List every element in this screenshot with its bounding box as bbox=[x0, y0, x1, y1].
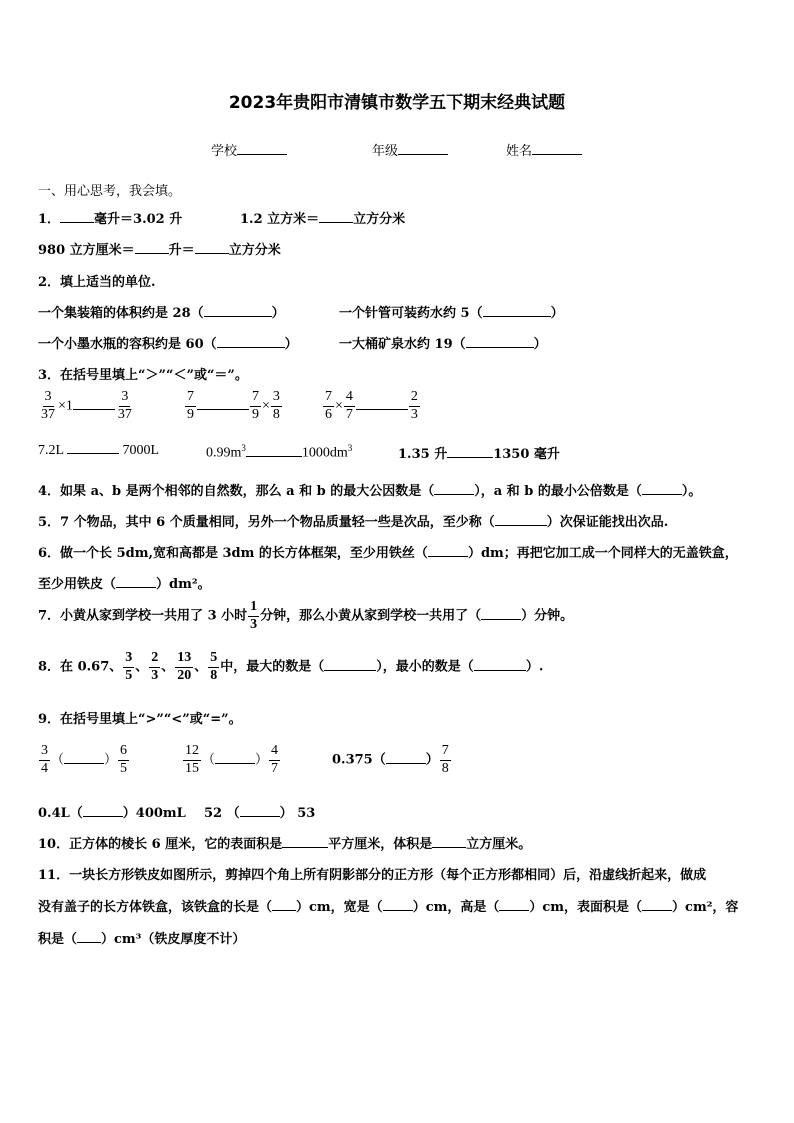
school-label: 学校 bbox=[211, 144, 238, 159]
q3-left-value: 1.35 升 bbox=[398, 447, 448, 462]
fraction bbox=[344, 390, 355, 422]
close-paren: ） bbox=[255, 752, 269, 768]
fraction bbox=[39, 390, 57, 422]
name-field bbox=[506, 140, 582, 159]
name-label: 姓名 bbox=[506, 144, 533, 159]
numerator: 4 bbox=[344, 390, 355, 407]
question-9: 9．在括号里填上“>”“<”或“=”。 bbox=[38, 712, 242, 727]
q2-item-b bbox=[339, 302, 564, 321]
decimal-value: 0.375 bbox=[332, 752, 373, 768]
one: 1 bbox=[65, 398, 73, 414]
q10-text-b: 平方厘米，体积是 bbox=[328, 837, 433, 852]
q5-text-b: ）次保证能找出次品. bbox=[546, 515, 669, 530]
q3-blank-1[interactable] bbox=[73, 409, 115, 410]
q9-left-value: 0.4L bbox=[38, 806, 70, 821]
fraction bbox=[116, 390, 134, 422]
numerator: 3 bbox=[271, 390, 282, 407]
numerator: 3 bbox=[43, 390, 54, 407]
q2-blank-c[interactable] bbox=[217, 347, 285, 348]
q9-row2-a bbox=[38, 802, 186, 821]
numerator: 13 bbox=[175, 651, 193, 668]
q11-text-d: ）cm，表面积是（ bbox=[529, 900, 643, 915]
q6-text-a: 6．做一个长 5dm,宽和高都是 3dm 的长方体框架，至少用铁丝（ bbox=[38, 546, 428, 561]
q1-text-c: 980 立方厘米＝ bbox=[38, 243, 135, 258]
denominator: 3 bbox=[250, 616, 258, 632]
q9-left-value: 52 bbox=[204, 806, 223, 821]
q4-blank-a[interactable] bbox=[434, 494, 474, 495]
q2-b-close: ） bbox=[550, 306, 564, 321]
q8-text-d: ）. bbox=[525, 659, 544, 675]
numerator: 2 bbox=[409, 390, 420, 407]
q11-text-e: ）cm²，容 bbox=[672, 900, 739, 915]
q7-blank[interactable] bbox=[481, 619, 521, 620]
q4-text-a: 4．如果 a、b 是两个相邻的自然数，那么 a 和 b 的最大公因数是（ bbox=[38, 484, 435, 499]
name-blank[interactable] bbox=[532, 154, 582, 155]
fraction bbox=[208, 651, 219, 683]
q11-text-f: 积是（ bbox=[38, 932, 78, 947]
denominator: 3 bbox=[151, 667, 159, 683]
q4-blank-b[interactable] bbox=[642, 494, 682, 495]
q2-item-d bbox=[339, 333, 547, 352]
q2-b-text: 一个针管可装药水约 5（ bbox=[339, 306, 483, 321]
numerator: 12 bbox=[183, 744, 201, 761]
fraction bbox=[440, 744, 451, 776]
q9-blank-c[interactable] bbox=[386, 763, 426, 764]
open-paren: （ bbox=[226, 806, 240, 821]
q8-blank-a[interactable] bbox=[324, 670, 376, 671]
q3-row2-b bbox=[206, 443, 352, 462]
grade-label: 年级 bbox=[372, 144, 399, 159]
numerator: 4 bbox=[269, 744, 280, 761]
q11-text-c: ）cm，高是（ bbox=[412, 900, 500, 915]
q3-blank-3[interactable] bbox=[356, 409, 408, 410]
question-7 bbox=[38, 600, 573, 632]
q6-text-b: ）dm；再把它加工成一个同样大的无盖铁盒， bbox=[467, 546, 738, 561]
q2-a-text: 一个集装箱的体积约是 28（ bbox=[38, 306, 204, 321]
q1-number: 1． bbox=[38, 212, 61, 227]
q8-text-b: 中，最大的数是（ bbox=[220, 659, 325, 675]
fraction bbox=[271, 390, 282, 422]
denominator: 8 bbox=[441, 760, 449, 776]
numerator: 7 bbox=[185, 390, 196, 407]
q1-text-b-tail: 立方分米 bbox=[353, 212, 406, 227]
q11-text-b: ）cm，宽是（ bbox=[296, 900, 383, 915]
fraction bbox=[409, 390, 420, 422]
q2-d-text: 一大桶矿泉水约 19（ bbox=[339, 337, 466, 352]
q10-blank-b[interactable] bbox=[432, 847, 466, 848]
q3-row1-b bbox=[184, 390, 283, 422]
question-10 bbox=[38, 833, 531, 852]
q3-right-value: 1350 毫升 bbox=[493, 447, 560, 462]
denominator: 4 bbox=[41, 760, 48, 776]
q2-d-close: ） bbox=[533, 337, 547, 352]
fraction bbox=[183, 744, 201, 776]
numerator: 7 bbox=[440, 744, 451, 761]
q10-blank-a[interactable] bbox=[282, 847, 328, 848]
q3-blank-6[interactable] bbox=[447, 457, 493, 458]
header-fields bbox=[211, 140, 287, 159]
times-sign: × bbox=[335, 398, 343, 414]
q5-blank[interactable] bbox=[495, 525, 547, 526]
q2-blank-d[interactable] bbox=[466, 347, 534, 348]
q3-left-value: 0.99m bbox=[206, 445, 242, 461]
q3-blank-5[interactable] bbox=[246, 456, 302, 457]
times-sign: × bbox=[262, 398, 270, 414]
q11-blank-d[interactable] bbox=[642, 910, 672, 911]
page-title: 2023年贵阳市清镇市数学五下期末经典试题 bbox=[228, 93, 566, 113]
q3-right-value: 7000L bbox=[122, 443, 160, 458]
q1-text-c-tail: 立方分米 bbox=[228, 243, 281, 258]
denominator: 8 bbox=[272, 406, 280, 422]
fraction bbox=[185, 390, 196, 422]
q7-text-b: 分钟，那么小黄从家到学校一共用了（ bbox=[260, 608, 482, 624]
q7-text-c: ）分钟。 bbox=[521, 608, 574, 624]
q1-text-a: 毫升＝3.02 升 bbox=[94, 212, 183, 227]
question-1 bbox=[38, 208, 182, 227]
denominator: 37 bbox=[117, 406, 132, 422]
section-heading: 一、用心思考，我会填。 bbox=[38, 184, 182, 199]
fraction bbox=[323, 390, 334, 422]
denominator: 5 bbox=[125, 667, 133, 683]
q2-item-c bbox=[38, 333, 298, 352]
fraction bbox=[118, 744, 129, 776]
fraction bbox=[39, 744, 50, 776]
question-4 bbox=[38, 480, 701, 499]
q6-blank-b[interactable] bbox=[116, 587, 156, 588]
numerator: 7 bbox=[323, 390, 334, 407]
q9-right-value: ）400mL bbox=[122, 806, 186, 821]
q2-c-text: 一个小墨水瓶的容积约是 60（ bbox=[38, 337, 217, 352]
fraction bbox=[269, 744, 280, 776]
q8-text-c: ），最小的数是（ bbox=[376, 659, 474, 675]
open-paren: （ bbox=[69, 806, 83, 821]
q11-text-a: 没有盖子的长方体铁盒，该铁盒的长是（ bbox=[38, 900, 273, 915]
grade-blank[interactable] bbox=[398, 154, 448, 155]
q3-right-value: 1000dm bbox=[301, 445, 348, 461]
q2-a-close: ） bbox=[271, 306, 285, 321]
q9-blank-e[interactable] bbox=[240, 816, 280, 817]
q4-text-c: ）。 bbox=[681, 484, 702, 499]
close-paren: ） bbox=[279, 806, 293, 821]
q9-blank-b[interactable] bbox=[215, 763, 255, 764]
numerator: 3 bbox=[119, 390, 130, 407]
question-1b bbox=[240, 208, 405, 227]
q1-text-b: 1.2 立方米＝ bbox=[240, 212, 320, 227]
denominator: 8 bbox=[210, 667, 218, 683]
numerator: 5 bbox=[208, 651, 219, 668]
question-11b bbox=[38, 896, 738, 915]
q1-text-c-mid: 升＝ bbox=[168, 243, 195, 258]
question-6b bbox=[38, 573, 211, 592]
q11-blank-c[interactable] bbox=[499, 910, 529, 911]
question-11c bbox=[38, 928, 245, 947]
q3-blank-2[interactable] bbox=[197, 409, 249, 410]
question-11: 11．一块长方形铁皮如图所示，剪掉四个角上所有阴影部分的正方形（每个正方形都相同）后，沿虚线折起来，做成 bbox=[38, 868, 707, 883]
q8-blank-b[interactable] bbox=[474, 670, 526, 671]
denominator: 6 bbox=[325, 406, 332, 422]
numerator: 2 bbox=[149, 651, 160, 668]
q9-item-c bbox=[332, 744, 452, 776]
q3-blank-4[interactable] bbox=[67, 453, 119, 454]
q2-blank-b[interactable] bbox=[483, 316, 551, 317]
fraction bbox=[123, 651, 134, 683]
question-1c bbox=[38, 239, 281, 258]
q3-row1-c bbox=[322, 390, 421, 422]
denominator: 3 bbox=[410, 406, 418, 422]
open-paren: （ bbox=[51, 752, 65, 768]
q1-blank-a[interactable] bbox=[60, 222, 94, 223]
question-8 bbox=[38, 651, 543, 683]
q9-row2-b bbox=[204, 802, 315, 821]
q11-blank-a[interactable] bbox=[272, 910, 296, 911]
q3-row2-a bbox=[38, 443, 159, 459]
q9-item-a bbox=[38, 744, 130, 776]
q6-blank-a[interactable] bbox=[428, 556, 468, 557]
q10-text-a: 10．正方体的棱长 6 厘米，它的表面积是 bbox=[38, 837, 283, 852]
q5-text-a: 5．7 个物品，其中 6 个质量相同，另外一个物品质量轻一些是次品，至少称（ bbox=[38, 515, 495, 530]
q8-text-a: 8．在 0.67、 bbox=[38, 659, 123, 675]
school-blank[interactable] bbox=[237, 154, 287, 155]
close-paren: ） bbox=[104, 752, 118, 768]
denominator: 15 bbox=[185, 760, 199, 776]
q9-blank-a[interactable] bbox=[64, 763, 104, 764]
fraction bbox=[175, 651, 193, 683]
open-paren: （ bbox=[202, 752, 216, 768]
question-3: 3．在括号里填上“＞”“＜”或“＝”。 bbox=[38, 368, 248, 383]
numerator: 6 bbox=[118, 744, 129, 761]
q6-text-c: 至少用铁皮（ bbox=[38, 577, 117, 592]
numerator: 3 bbox=[123, 651, 134, 668]
denominator: 20 bbox=[177, 667, 192, 683]
denominator: 37 bbox=[41, 406, 55, 422]
close-paren: ） bbox=[425, 752, 439, 768]
q2-c-close: ） bbox=[284, 337, 298, 352]
denominator: 9 bbox=[252, 406, 259, 422]
separator: 、 bbox=[135, 659, 149, 675]
q9-right-value: 53 bbox=[297, 806, 316, 821]
q6-text-d: ）dm²。 bbox=[156, 577, 211, 592]
separator: 、 bbox=[161, 659, 175, 675]
q11-blank-e[interactable] bbox=[77, 942, 101, 943]
q3-left-value: 7.2L bbox=[38, 443, 64, 458]
q3-row1-a bbox=[38, 390, 135, 422]
q1-blank-d[interactable] bbox=[195, 253, 229, 254]
times-sign: × bbox=[58, 398, 66, 414]
q1-blank-b[interactable] bbox=[319, 222, 353, 223]
fraction bbox=[149, 651, 160, 683]
denominator: 7 bbox=[271, 760, 279, 776]
numerator: 1 bbox=[248, 600, 259, 617]
fraction bbox=[250, 390, 261, 422]
q1-blank-c[interactable] bbox=[135, 253, 169, 254]
grade-field bbox=[372, 140, 448, 159]
denominator: 7 bbox=[345, 406, 353, 422]
q2-blank-a[interactable] bbox=[204, 316, 272, 317]
q11-blank-b[interactable] bbox=[383, 910, 413, 911]
q3-row2-c bbox=[398, 443, 560, 462]
fraction bbox=[248, 600, 259, 632]
numerator: 3 bbox=[39, 744, 50, 761]
denominator: 9 bbox=[187, 406, 194, 422]
separator: 、 bbox=[194, 659, 208, 675]
q9-blank-d[interactable] bbox=[83, 816, 123, 817]
q10-text-c: 立方厘米。 bbox=[466, 837, 532, 852]
denominator: 5 bbox=[120, 760, 128, 776]
open-paren: （ bbox=[372, 752, 386, 768]
numerator: 7 bbox=[250, 390, 261, 407]
q7-text-a: 7．小黄从家到学校一共用了 3 小时 bbox=[38, 608, 248, 624]
q2-item-a bbox=[38, 302, 285, 321]
question-2: 2．填上适当的单位. bbox=[38, 275, 156, 290]
cube-exponent: 3 bbox=[347, 443, 353, 453]
question-5 bbox=[38, 511, 668, 530]
cube-exponent: 3 bbox=[241, 443, 246, 453]
question-6 bbox=[38, 542, 738, 561]
q11-text-g: ）cm³（铁皮厚度不计） bbox=[101, 932, 246, 947]
q4-text-b: ），a 和 b 的最小公倍数是（ bbox=[474, 484, 642, 499]
q9-item-b bbox=[182, 744, 281, 776]
